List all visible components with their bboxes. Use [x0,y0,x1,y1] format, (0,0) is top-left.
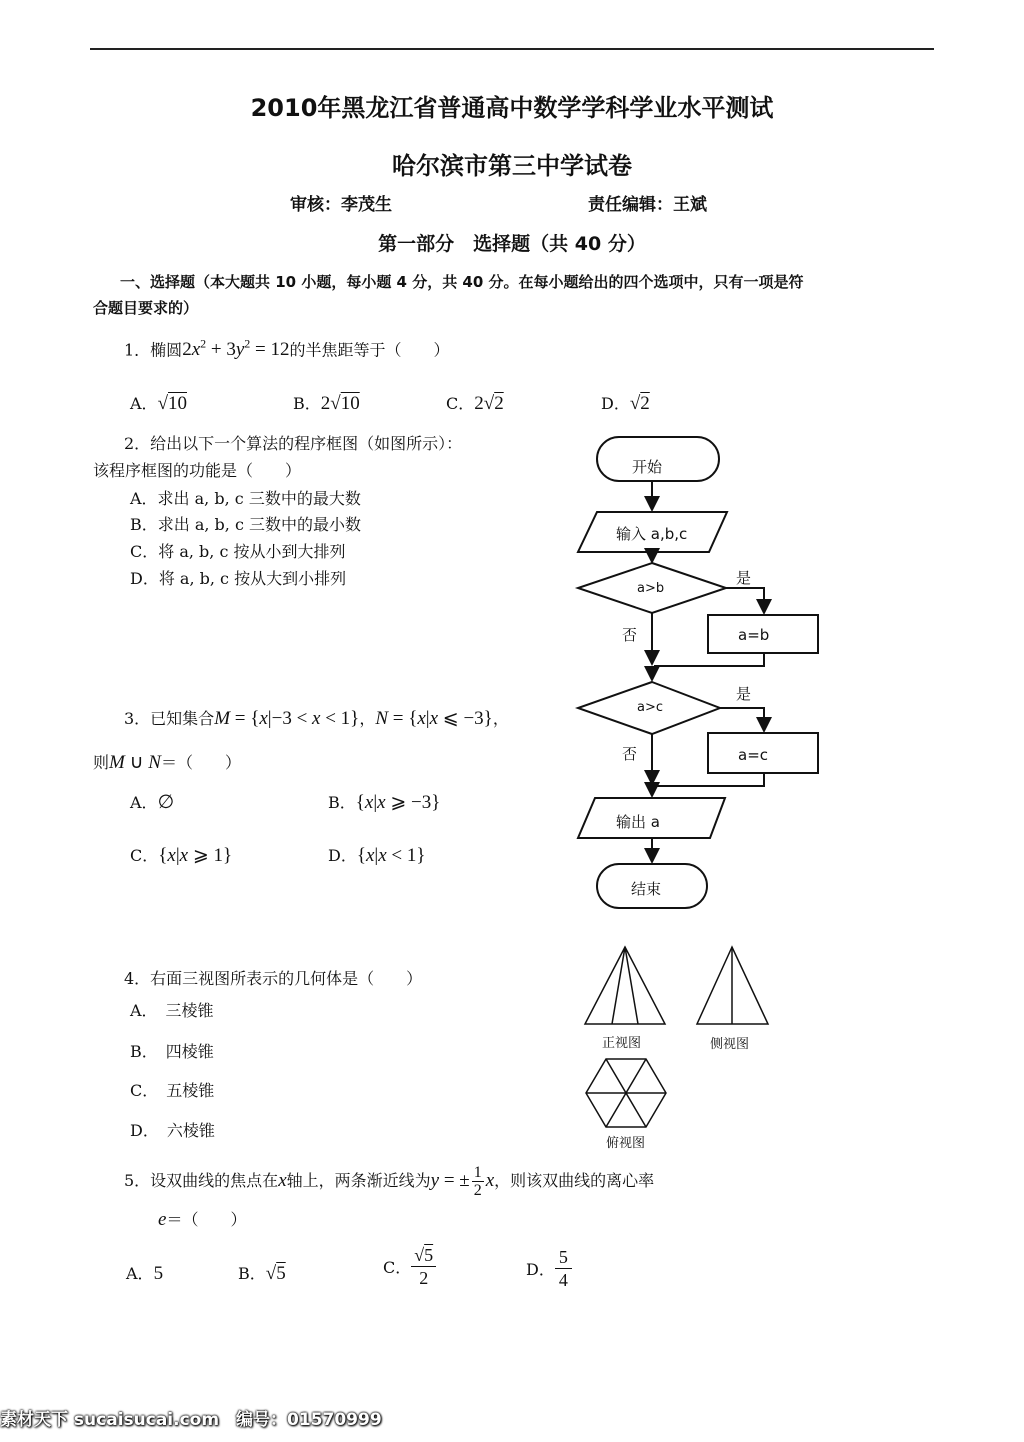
side-view-drawing [697,947,768,1024]
top-view-drawing [586,1059,666,1127]
top-view-caption: 俯视图 [606,1136,646,1151]
flowchart [560,430,850,920]
flowchart-end-label: 结束 [631,880,662,898]
question-5-cont: e＝（ ） [158,1209,247,1230]
q1-option-b[interactable]: B．2√10 [293,393,360,414]
q2-option-a[interactable]: A．求出 a, b, c 三数中的最大数 [130,489,361,508]
q3-option-c[interactable]: C．{x|x ⩾ 1} [130,845,233,866]
front-view-caption: 正视图 [602,1036,642,1051]
q5-option-d[interactable]: D． $\frac{5}{4}$ [526,1246,572,1291]
side-view-caption: 侧视图 [710,1037,750,1052]
q2-option-d[interactable]: D．将 a, b, c 按从大到小排列 [130,569,347,588]
question-5: 5．设双曲线的焦点在x轴上，两条渐近线为y = ± $\frac{1}{2}$ x，则该双曲线的离心率 [124,1164,655,1199]
q4-option-b[interactable]: B． 四棱锥 [130,1042,214,1061]
top-rule [90,48,934,50]
page-title: 2010年黑龙江省普通高中数学学科学业水平测试 [250,94,774,122]
flowchart-input-label: 输入 a,b,c [616,525,688,543]
question-1-prefix: 1．椭圆 [124,340,183,360]
q1-option-a[interactable]: A．√10 [130,393,187,414]
question-3: 3．已知集合M = {x|−3 < x < 1}，N = {x|x ⩽ −3}， [124,708,509,729]
flowchart-yes-1: 是 [736,569,752,587]
question-1-suffix: 的半焦距等于（ ） [289,340,450,360]
q2-option-c[interactable]: C．将 a, b, c 按从小到大排列 [130,542,346,561]
q2-option-b[interactable]: B．求出 a, b, c 三数中的最小数 [130,515,362,534]
flowchart-cond2-label: a>c [637,700,664,715]
q1-option-d[interactable]: D．√2 [601,393,650,414]
q5-option-c[interactable]: C． $\frac{√5}{2}$ [383,1244,436,1289]
section-title: 第一部分 选择题（共 40 分） [378,233,646,255]
q4-option-c[interactable]: C． 五棱锥 [130,1081,215,1100]
q5-option-a[interactable]: A．5 [126,1263,164,1284]
flowchart-no-2: 否 [622,745,638,763]
flowchart-output-label: 输出 a [616,813,660,831]
question-2-stem: 2．给出以下一个算法的程序框图（如图所示）： [124,434,463,453]
q4-option-a[interactable]: A． 三棱锥 [130,1001,214,1020]
flowchart-cond1-label: a>b [637,581,665,596]
question-2-stem-cont: 该程序框图的功能是（ ） [93,461,302,480]
watermark: 素材天下 sucaisucai.com 编号：01570999 [0,1410,382,1430]
q4-option-d[interactable]: D． 六棱锥 [130,1121,215,1140]
question-4-stem: 4．右面三视图所表示的几何体是（ ） [124,969,423,988]
front-view-drawing [585,947,665,1024]
flowchart-assign1-label: a=b [738,626,770,644]
q3-option-a[interactable]: A．∅ [130,792,175,813]
editor: 责任编辑：王斌 [588,195,707,215]
page-subtitle: 哈尔滨市第三中学试卷 [392,152,632,180]
question-1: 1．椭圆$2x^2 + 3y^2 = 12$的半焦距等于（ ） [124,337,450,361]
section-instruction: 一、选择题（本大题共 10 小题，每小题 4 分，共 40 分。在每小题给出的四个选项中，只有一项是符 [120,273,804,291]
flowchart-assign2-label: a=c [738,746,769,764]
flowchart-yes-2: 是 [736,685,752,703]
q3-option-d[interactable]: D．{x|x < 1} [328,845,426,866]
question-3-cont: 则M ∪ N＝（ ） [93,752,241,773]
flowchart-start-label: 开始 [632,458,663,476]
reviewer: 审核：李茂生 [290,195,392,215]
flowchart-no-1: 否 [622,626,638,644]
section-instruction-cont: 合题目要求的） [93,299,199,317]
q5-option-b[interactable]: B．√5 [238,1263,286,1284]
q3-option-b[interactable]: B．{x|x ⩾ −3} [328,792,441,813]
q1-option-c[interactable]: C．2√2 [446,393,504,414]
